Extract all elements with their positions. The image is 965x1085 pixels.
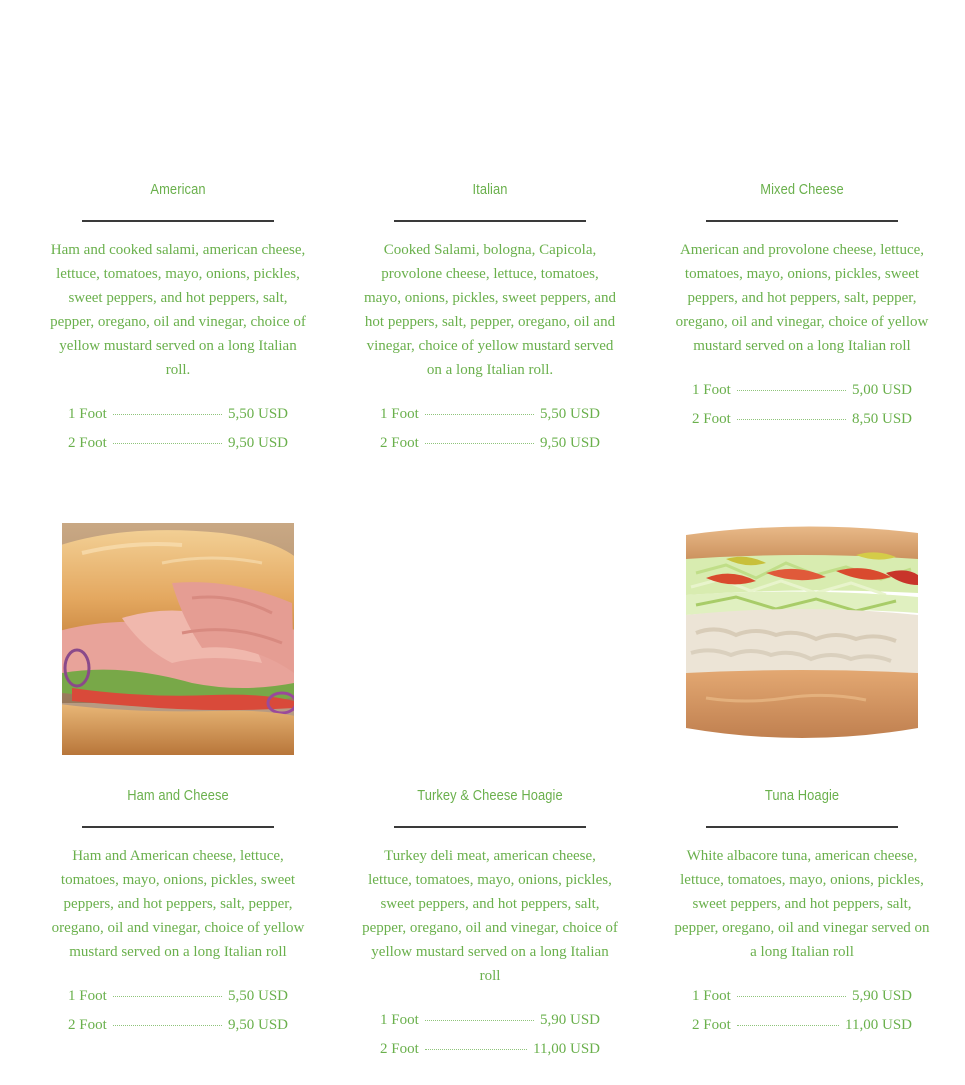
price-row	[380, 406, 600, 435]
price-row	[692, 411, 912, 440]
item-title: Italian	[472, 181, 508, 198]
price-row	[68, 988, 288, 1017]
item-title: Mixed Cheese	[760, 181, 844, 198]
dot-leader	[737, 1025, 839, 1026]
dot-leader	[425, 1049, 527, 1050]
item-description: Ham and cooked salami, american cheese, lettuce, tomatoes, mayo, onions, pickles, sweet peppers, and hot peppers, salt, pepper, oregano, oil and vinegar, choice of yellow mustard served on a long Italian roll.	[50, 242, 306, 378]
title-divider	[706, 826, 898, 828]
price-value: 5,50 USD	[539, 406, 600, 422]
price-size: 2 Foot	[68, 1017, 107, 1033]
dot-leader	[425, 1020, 534, 1021]
price-value: 5,90 USD	[539, 1012, 600, 1028]
item-title: Ham and Cheese	[127, 787, 229, 804]
price-size: 2 Foot	[380, 435, 419, 451]
price-size: 1 Foot	[68, 406, 107, 422]
price-list	[692, 382, 912, 440]
title-divider	[82, 826, 274, 828]
price-list	[68, 988, 288, 1046]
item-description: Cooked Salami, bologna, Capicola, provolone cheese, lettuce, tomatoes, mayo, onions, pickles, sweet peppers, and hot peppers, salt, pepper, oregano, oil and vinegar, choice of yellow mustard served on a long Italian roll.	[363, 242, 617, 378]
price-row	[692, 988, 912, 1017]
price-size: 1 Foot	[380, 406, 419, 422]
price-size: 1 Foot	[380, 1012, 419, 1028]
price-size: 2 Foot	[68, 435, 107, 451]
menu-item-american	[48, 180, 308, 464]
tuna-sub-photo	[686, 523, 918, 755]
item-title: American	[150, 181, 206, 198]
menu-item-italian	[360, 180, 620, 464]
dot-leader	[425, 414, 534, 415]
title-divider	[394, 826, 586, 828]
price-row	[68, 406, 288, 435]
price-row	[380, 1041, 600, 1070]
title-divider	[82, 220, 274, 222]
item-title: Tuna Hoagie	[764, 787, 840, 804]
price-value: 9,50 USD	[539, 435, 600, 451]
price-value: 5,90 USD	[851, 988, 912, 1004]
price-row	[380, 1012, 600, 1041]
price-list	[692, 988, 912, 1046]
price-size: 2 Foot	[380, 1041, 419, 1057]
item-description: White albacore tuna, american cheese, lettuce, tomatoes, mayo, onions, pickles, sweet peppers, and hot peppers, salt, pepper, oregano, oil and vinegar served on a long Italian roll	[674, 848, 930, 960]
price-value: 9,50 USD	[227, 435, 288, 451]
price-value: 9,50 USD	[227, 1017, 288, 1033]
price-size: 2 Foot	[692, 411, 731, 427]
title-divider	[394, 220, 586, 222]
dot-leader	[425, 443, 534, 444]
price-list	[68, 406, 288, 464]
price-row	[68, 435, 288, 464]
dot-leader	[113, 443, 222, 444]
item-description: Ham and American cheese, lettuce, tomatoes, mayo, onions, pickles, sweet peppers, and hot peppers, salt, pepper, oregano, oil and vinegar, choice of yellow mustard served on a long Italian roll	[51, 848, 305, 960]
item-title: Turkey & Cheese Hoagie	[417, 787, 563, 804]
price-row	[68, 1017, 288, 1046]
item-description: American and provolone cheese, lettuce, tomatoes, mayo, onions, pickles, sweet peppers, and hot peppers, salt, pepper, oregano, oil and vinegar, choice of yellow mustard served on a long Italian roll	[675, 242, 929, 354]
menu-item-mixed-cheese	[672, 180, 932, 440]
price-size: 1 Foot	[68, 988, 107, 1004]
price-list	[380, 406, 600, 464]
price-row	[692, 382, 912, 411]
price-size: 2 Foot	[692, 1017, 731, 1033]
menu-item-turkey-cheese-hoagie	[360, 786, 620, 1070]
price-value: 5,00 USD	[851, 382, 912, 398]
price-value: 5,50 USD	[227, 988, 288, 1004]
price-row	[380, 435, 600, 464]
dot-leader	[113, 414, 222, 415]
price-value: 5,50 USD	[227, 406, 288, 422]
dot-leader	[113, 996, 222, 997]
price-list	[380, 1012, 600, 1070]
dot-leader	[737, 996, 846, 997]
item-description: Turkey deli meat, american cheese, lettuce, tomatoes, mayo, onions, pickles, sweet peppers, and hot peppers, salt, pepper, oregano, oil and vinegar, choice of yellow mustard served on a long Italian roll	[362, 848, 618, 984]
ham-sub-photo	[62, 523, 294, 755]
dot-leader	[737, 419, 846, 420]
price-row	[692, 1017, 912, 1046]
title-divider	[706, 220, 898, 222]
menu-item-ham-and-cheese	[48, 786, 308, 1046]
menu-item-tuna-hoagie	[672, 786, 932, 1046]
dot-leader	[737, 390, 846, 391]
price-size: 1 Foot	[692, 988, 731, 1004]
price-value: 8,50 USD	[851, 411, 912, 427]
price-value: 11,00 USD	[533, 1041, 600, 1057]
dot-leader	[113, 1025, 222, 1026]
price-value: 11,00 USD	[845, 1017, 912, 1033]
price-size: 1 Foot	[692, 382, 731, 398]
